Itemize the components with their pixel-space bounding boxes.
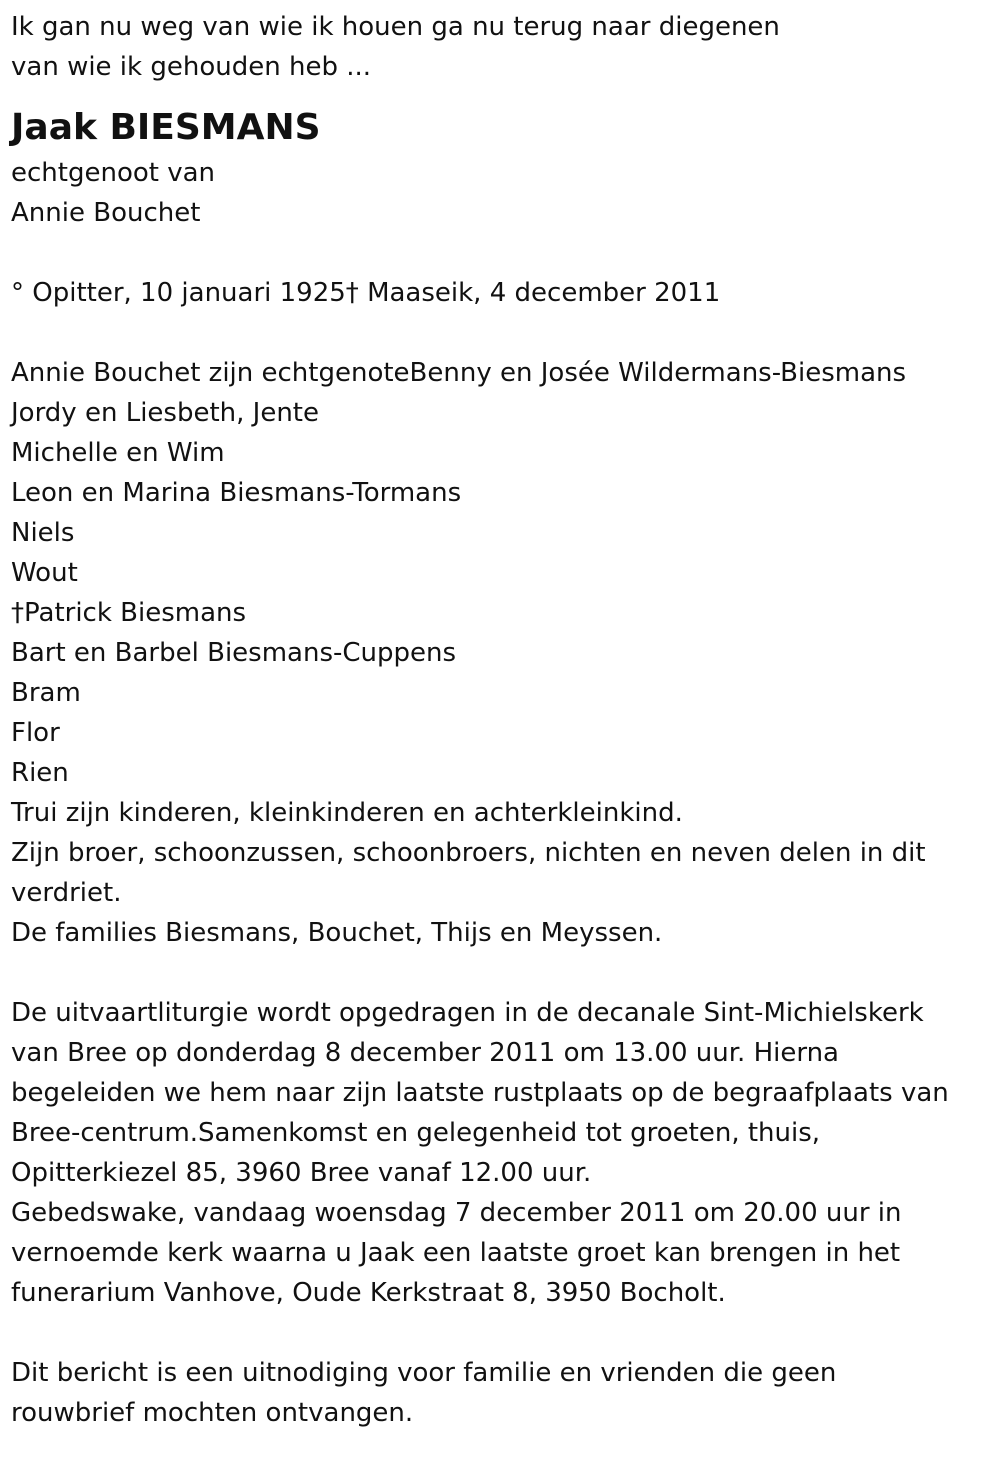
ceremony-line: funerarium Vanhove, Oude Kerkstraat 8, 3950 Bocholt. [11,1278,726,1308]
family-line: Bram [11,678,81,708]
family-list [11,353,989,953]
ceremony-details [11,993,989,1313]
family-line: Michelle en Wim [11,438,225,468]
family-line: verdriet. [11,878,122,908]
ceremony-line: vernoemde kerk waarna u Jaak een laatste groet kan brengen in het [11,1238,901,1268]
family-line: Trui zijn kinderen, kleinkinderen en achterkleinkind. [11,798,683,828]
family-line: Jordy en Liesbeth, Jente [11,398,319,428]
spacer [11,1313,989,1353]
closing-line: Dit bericht is een uitnodiging voor familie en vrienden die geen [11,1358,837,1388]
ceremony-line: begeleiden we hem naar zijn laatste rustplaats op de begraafplaats van [11,1078,949,1108]
birth-death-dates: ° Opitter, 10 januari 1925† Maaseik, 4 december 2011 [11,278,721,308]
closing-line: rouwbrief mochten ontvangen. [11,1398,414,1428]
spouse-name: Annie Bouchet [11,198,201,228]
spacer [11,953,989,993]
family-line: Rien [11,758,69,788]
family-line: Bart en Barbel Biesmans-Cuppens [11,638,457,668]
family-line: Leon en Marina Biesmans-Tormans [11,478,462,508]
family-line: Wout [11,558,78,588]
family-line: De families Biesmans, Bouchet, Thijs en Meyssen. [11,918,663,948]
ceremony-line: De uitvaartliturgie wordt opgedragen in de decanale Sint-Michielskerk [11,998,924,1028]
closing-note [11,1353,989,1433]
family-line: Flor [11,718,60,748]
ceremony-line: Gebedswake, vandaag woensdag 7 december 2011 om 20.00 uur in [11,1198,902,1228]
spacer [11,313,989,353]
ceremony-line: van Bree op donderdag 8 december 2011 om 13.00 uur. Hierna [11,1038,839,1068]
family-line: Annie Bouchet zijn echtgenoteBenny en Josée Wildermans-Biesmans [11,358,907,388]
motto-line-1: Ik gan nu weg van wie ik houen ga nu terug naar diegenen [11,12,780,42]
family-line: Niels [11,518,75,548]
deceased-name: Jaak BIESMANS [11,107,321,148]
family-line: Zijn broer, schoonzussen, schoonbroers, nichten en neven delen in dit [11,838,926,868]
relation-text: echtgenoot van [11,158,216,188]
ceremony-line: Opitterkiezel 85, 3960 Bree vanaf 12.00 uur. [11,1158,592,1188]
ceremony-line: Bree-centrum.Samenkomst en gelegenheid tot groeten, thuis, [11,1118,821,1148]
motto-line-2: van wie ik gehouden heb ... [11,52,372,82]
family-line: †Patrick Biesmans [11,598,247,628]
spacer [11,233,989,273]
